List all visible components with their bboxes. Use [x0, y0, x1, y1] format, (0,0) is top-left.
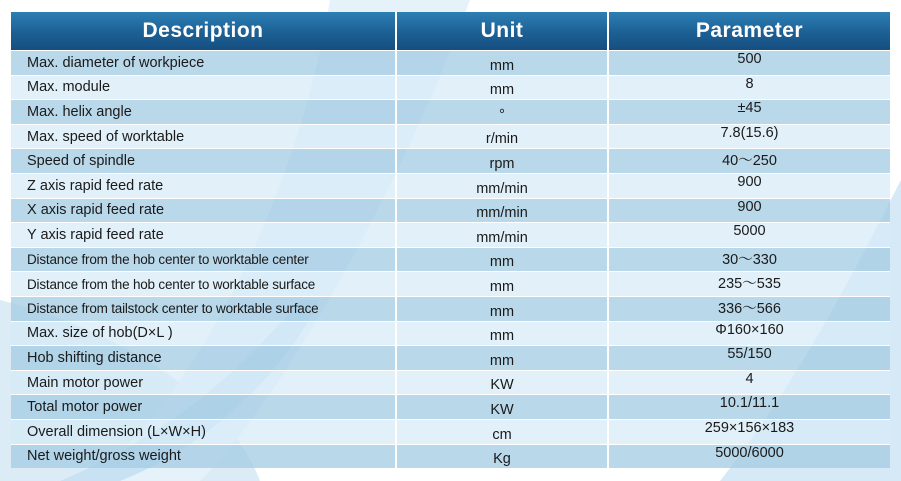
- table-row: [11, 75, 890, 100]
- table-header-row: [11, 12, 890, 51]
- row-parameter: 10.1/11.1: [608, 395, 890, 420]
- table-row: [11, 395, 890, 420]
- row-parameter: 55/150: [608, 346, 890, 371]
- table-row: [11, 149, 890, 174]
- row-parameter: ±45: [608, 100, 890, 125]
- row-unit: KW: [396, 395, 608, 420]
- row-unit: KW: [396, 370, 608, 395]
- row-parameter: 5000/6000: [608, 444, 890, 468]
- table-row: [11, 198, 890, 223]
- header-parameter: Parameter: [608, 12, 890, 51]
- row-unit: rpm: [396, 149, 608, 174]
- row-description: Z axis rapid feed rate: [11, 173, 396, 198]
- row-parameter: 4: [608, 370, 890, 395]
- row-unit: mm: [396, 272, 608, 297]
- row-parameter: 5000: [608, 223, 890, 248]
- row-parameter: 7.8(15.6): [608, 124, 890, 149]
- row-description: X axis rapid feed rate: [11, 198, 396, 223]
- row-description: Distance from the hob center to worktable surface: [11, 272, 396, 297]
- row-parameter: 30～330: [608, 247, 890, 272]
- row-parameter: 235～535: [608, 272, 890, 297]
- row-parameter: 40～250: [608, 149, 890, 174]
- row-description: Main motor power: [11, 370, 396, 395]
- row-description: Distance from tailstock center to worktable surface: [11, 296, 396, 321]
- table-row: [11, 272, 890, 297]
- row-unit: mm/min: [396, 173, 608, 198]
- specification-table: [11, 12, 890, 468]
- row-parameter: 259×156×183: [608, 419, 890, 444]
- table-row: [11, 419, 890, 444]
- row-unit: mm: [396, 247, 608, 272]
- table-row: [11, 223, 890, 248]
- table-row: [11, 247, 890, 272]
- row-parameter: Φ160×160: [608, 321, 890, 346]
- table-row: [11, 370, 890, 395]
- row-parameter: 336～566: [608, 296, 890, 321]
- row-unit: mm: [396, 321, 608, 346]
- row-description: Max. module: [11, 75, 396, 100]
- row-description: Max. diameter of workpiece: [11, 51, 396, 76]
- row-unit: cm: [396, 419, 608, 444]
- row-description: Hob shifting distance: [11, 346, 396, 371]
- row-unit: mm/min: [396, 198, 608, 223]
- row-unit: mm: [396, 75, 608, 100]
- header-unit: Unit: [396, 12, 608, 51]
- table-row: [11, 100, 890, 125]
- row-unit: r/min: [396, 124, 608, 149]
- row-description: Distance from the hob center to worktable center: [11, 247, 396, 272]
- table-row: [11, 124, 890, 149]
- header-description: Description: [11, 12, 396, 51]
- row-description: Y axis rapid feed rate: [11, 223, 396, 248]
- row-parameter: 900: [608, 198, 890, 223]
- table-row: [11, 296, 890, 321]
- row-unit: mm: [396, 346, 608, 371]
- row-description: Max. speed of worktable: [11, 124, 396, 149]
- row-parameter: 900: [608, 173, 890, 198]
- row-description: Total motor power: [11, 395, 396, 420]
- row-description: Speed of spindle: [11, 149, 396, 174]
- row-description: Net weight/gross weight: [11, 444, 396, 468]
- table-row: [11, 173, 890, 198]
- table-row: [11, 346, 890, 371]
- table-row: [11, 51, 890, 76]
- table-row: [11, 444, 890, 468]
- row-unit: °: [396, 100, 608, 125]
- row-unit: mm: [396, 51, 608, 76]
- row-unit: mm: [396, 296, 608, 321]
- row-parameter: 500: [608, 51, 890, 76]
- row-parameter: 8: [608, 75, 890, 100]
- row-description: Overall dimension (L×W×H): [11, 419, 396, 444]
- row-description: Max. size of hob(D×L ): [11, 321, 396, 346]
- table-body: [11, 51, 890, 469]
- row-unit: mm/min: [396, 223, 608, 248]
- row-description: Max. helix angle: [11, 100, 396, 125]
- row-unit: Kg: [396, 444, 608, 468]
- table-row: [11, 321, 890, 346]
